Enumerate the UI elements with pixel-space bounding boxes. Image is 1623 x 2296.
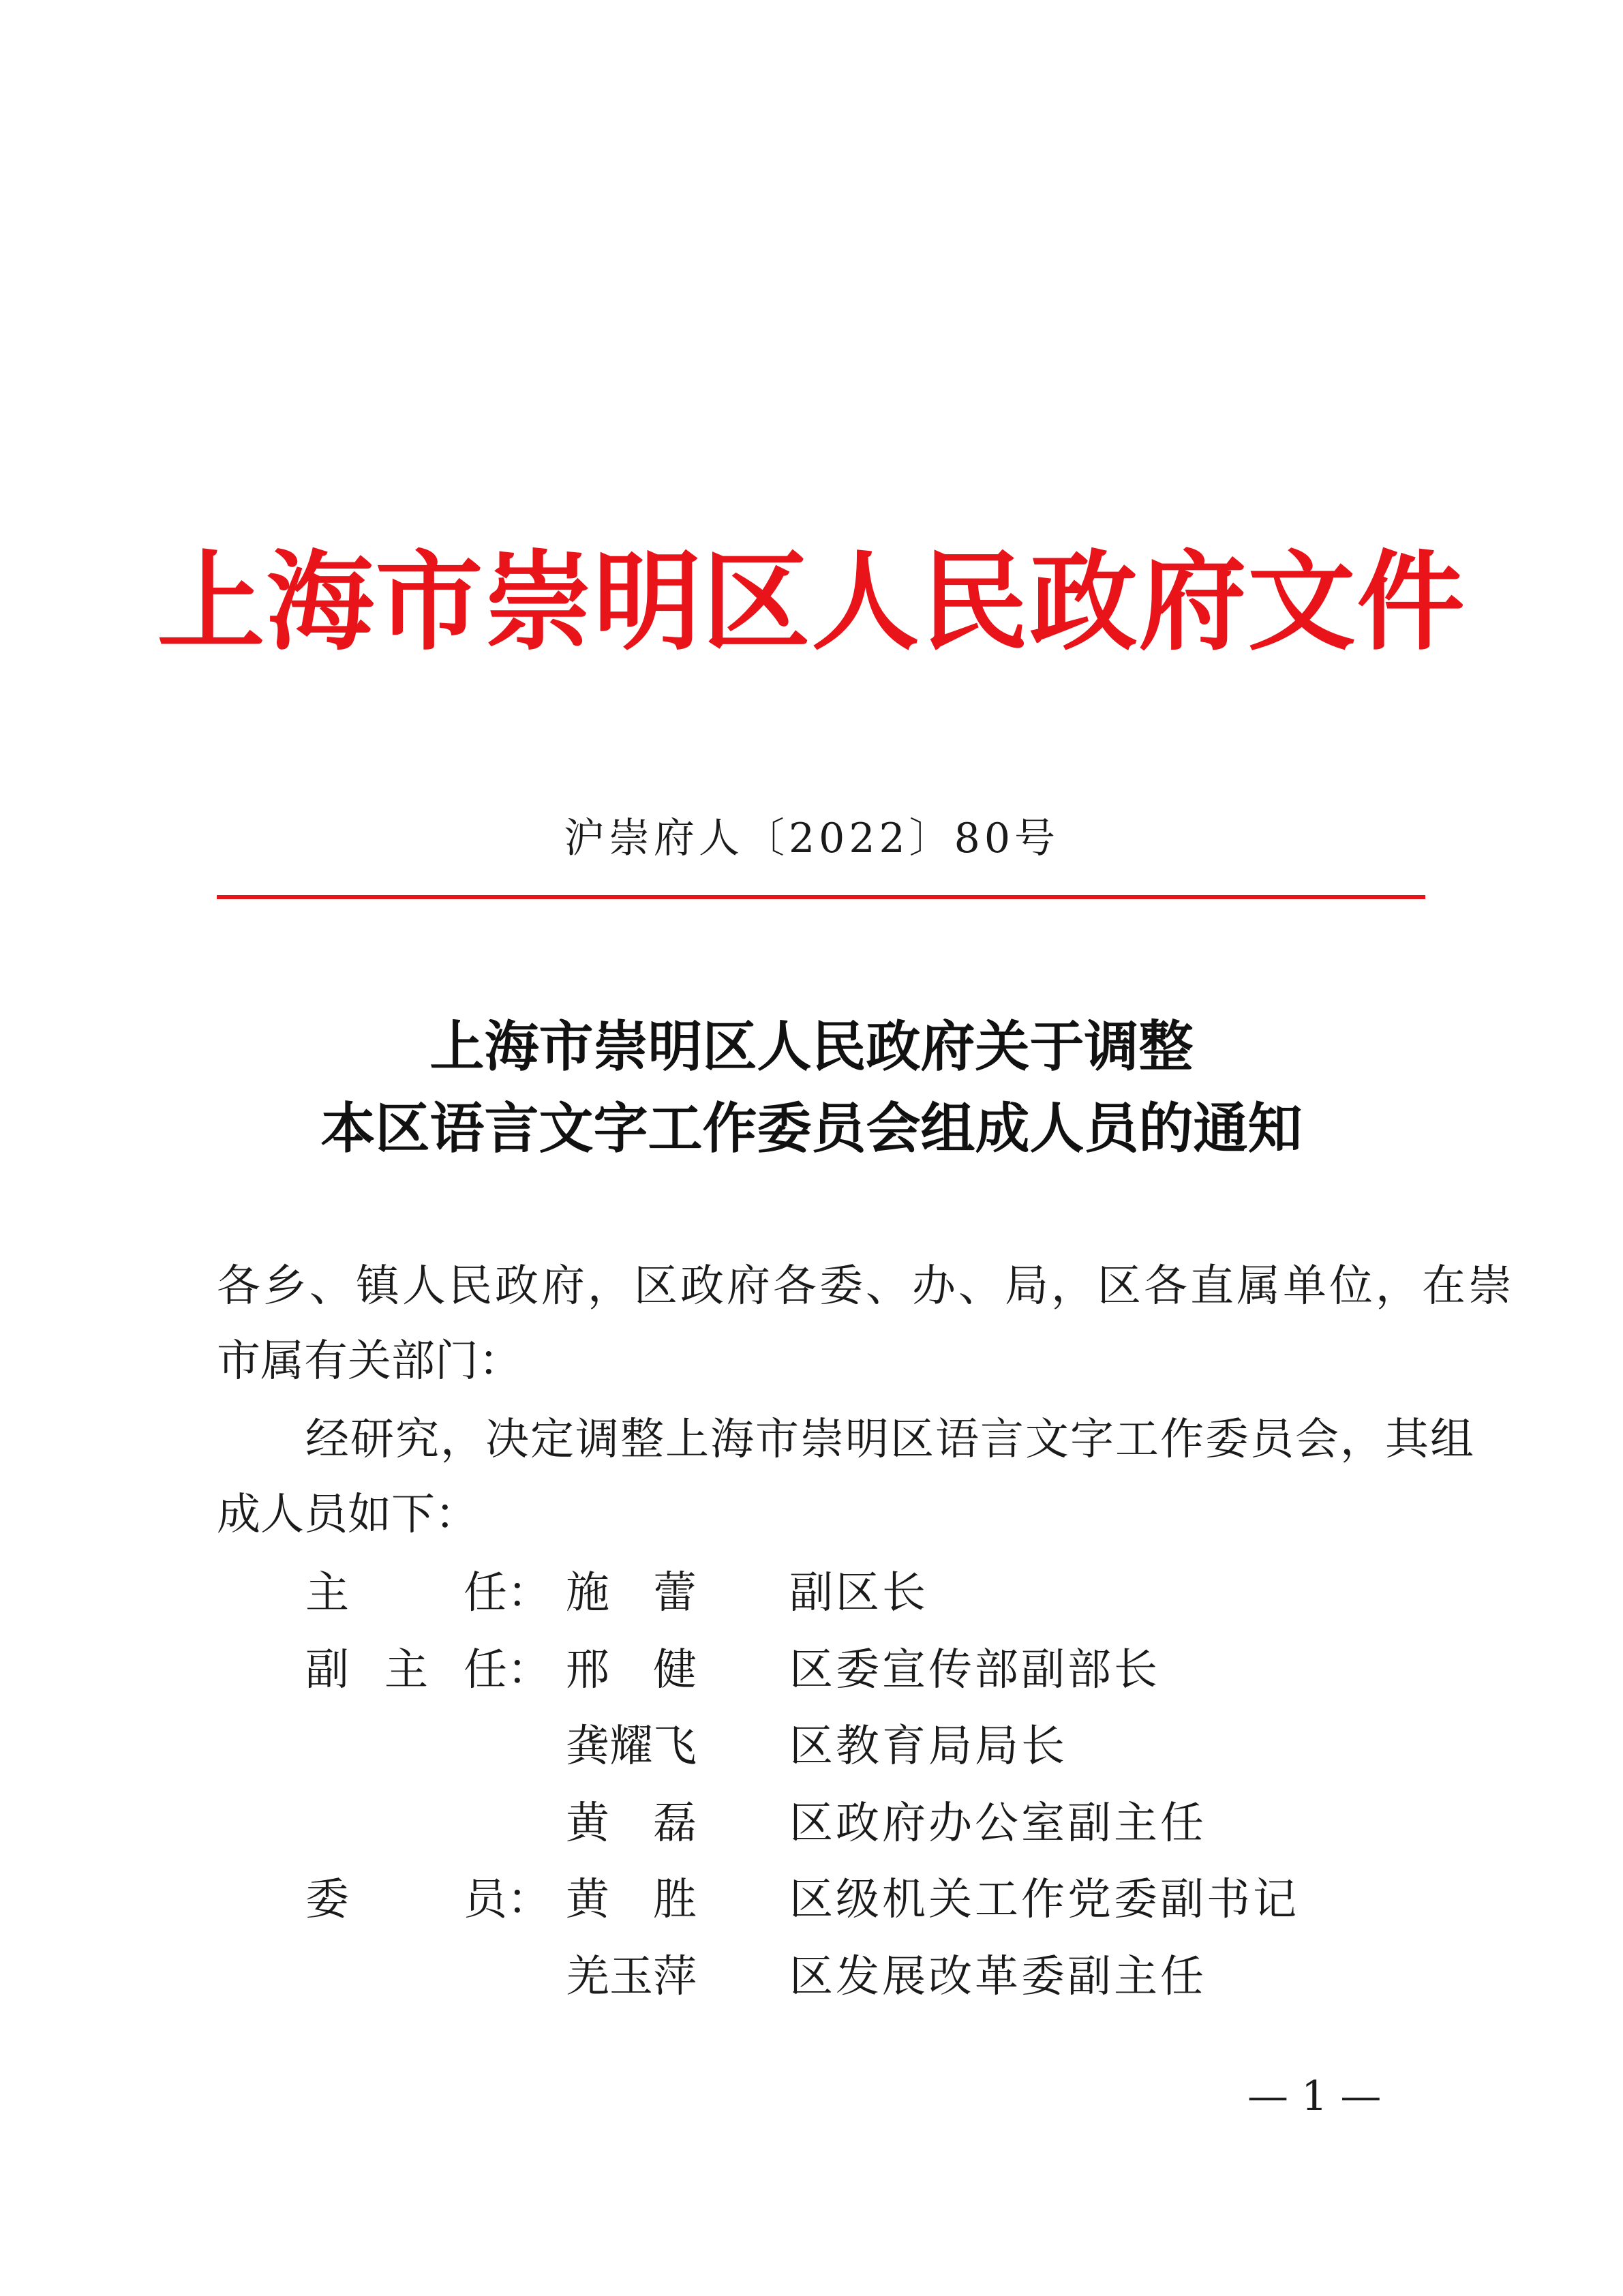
- member-position: 区发展改革委副主任: [789, 1952, 1207, 2002]
- intro-line-1: 经研究，决定调整上海市崇明区语言文字工作委员会，其组: [305, 1415, 1475, 1465]
- member-role-char: 任：: [464, 1568, 551, 1618]
- member-role-char: 委: [305, 1875, 349, 1925]
- red-divider-line: [217, 895, 1425, 899]
- member-name-char: 飞: [653, 1721, 697, 1772]
- recipients-line-1: 各乡、镇人民政府，区政府各委、办、局，区各直属单位，在崇: [217, 1261, 1515, 1312]
- member-name-char: 羌: [566, 1952, 609, 2002]
- member-role-char: 副: [305, 1645, 349, 1695]
- member-name-char: 健: [653, 1645, 697, 1695]
- member-position: 区级机关工作党委副书记: [789, 1875, 1299, 1925]
- member-name-char: 施: [566, 1568, 609, 1618]
- member-name-char: 玉: [609, 1952, 653, 2002]
- notice-title-line-1: 上海市崇明区人民政府关于调整: [429, 1014, 1194, 1078]
- member-name: [566, 1798, 697, 1849]
- member-name-char: 磊: [653, 1798, 697, 1849]
- document-number: 沪崇府人〔2022〕80号: [563, 815, 1060, 862]
- member-role: [305, 1875, 551, 1926]
- member-position: 区教育局局长: [789, 1721, 1067, 1772]
- member-name-char: 邢: [566, 1645, 609, 1695]
- member-role-char: 员：: [464, 1875, 551, 1925]
- recipients-line-2: 市属有关部门：: [217, 1336, 522, 1387]
- member-role: [305, 1568, 551, 1619]
- member-name-char: 黄: [566, 1798, 609, 1849]
- member-role-char: 任：: [464, 1645, 551, 1695]
- member-role-char: 主: [384, 1645, 428, 1695]
- member-name-char: 胜: [653, 1875, 697, 1925]
- member-name: [566, 1952, 697, 2003]
- member-name-char: 耀: [609, 1721, 653, 1772]
- member-name: [566, 1875, 697, 1926]
- member-position: 区委宣传部副部长: [789, 1645, 1160, 1695]
- member-name-char: 黄: [566, 1875, 609, 1925]
- member-name-char: 蕾: [653, 1568, 697, 1618]
- notice-title-line-2: 本区语言文字工作委员会组成人员的通知: [320, 1096, 1303, 1160]
- member-position: 区政府办公室副主任: [789, 1798, 1207, 1849]
- member-position: 副区长: [789, 1568, 928, 1618]
- member-role-char: 主: [305, 1568, 349, 1618]
- member-name: [566, 1721, 697, 1772]
- document-masthead: 上海市崇明区人民政府文件: [157, 539, 1466, 665]
- intro-line-2: 成人员如下：: [217, 1490, 479, 1540]
- member-role: [305, 1645, 551, 1696]
- member-name: [566, 1645, 697, 1696]
- page-number: — 1 —: [1247, 2072, 1382, 2120]
- member-name: [566, 1568, 697, 1619]
- member-name-char: 萍: [653, 1952, 697, 2002]
- member-name-char: 龚: [566, 1721, 609, 1772]
